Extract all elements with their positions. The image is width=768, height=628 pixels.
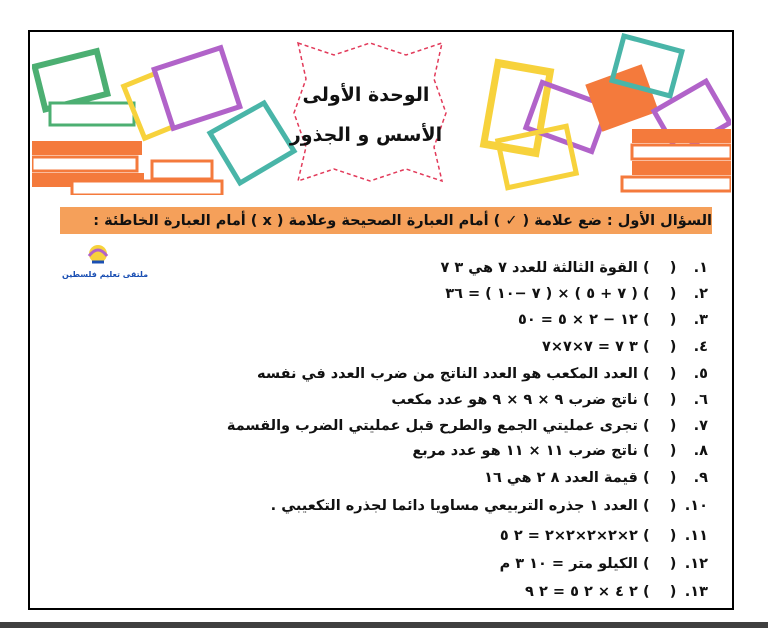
item-number: ٦. [693,392,708,408]
item-number: ١٣. [684,584,708,600]
item-number: ٤. [693,339,708,355]
item-text: القوة الثالثة للعدد ٧ هي ٣ ٧ [440,260,638,276]
item-number: ١٢. [684,556,708,572]
book-spine [632,161,731,175]
book-spine [622,177,731,191]
list-item [500,524,708,548]
item-number: ٨. [693,443,708,459]
answer-blank[interactable]: ( ) [642,470,677,486]
item-number: ١١. [684,528,708,544]
item-text: تجرى عمليتي الجمع والطرح قبل عمليتي الضرب والقسمة [226,418,638,434]
answer-blank[interactable]: ( ) [642,366,677,382]
book-purple [154,48,240,129]
unit-subtitle: الأسس و الجذور [289,124,443,146]
item-number: ١٠. [684,498,708,514]
book-spine [32,157,137,171]
item-number: ٩. [693,470,708,486]
window-bottom-bar [0,622,768,628]
item-text: العدد المكعب هو العدد الناتج من ضرب العدد في نفسه [257,366,638,382]
item-number: ٧. [693,418,708,434]
list-item [525,580,708,604]
book-spine [152,161,212,179]
item-text: ٢ ٤ × ٢ ٥ = ٢ ٩ [525,584,638,600]
answer-blank[interactable]: ( ) [642,443,677,459]
answer-blank[interactable]: ( ) [642,498,677,514]
list-item [257,362,708,386]
list-item [227,414,708,438]
list-item [484,466,708,490]
book-open [50,103,134,125]
unit-title: الوحدة الأولى [302,84,430,106]
list-item [542,335,708,359]
item-text: العدد ١ جذره التربيعي مساويا دائما لجذره التكعيبي . [270,498,638,514]
item-text: ناتج ضرب ١١ × ١١ هو عدد مربع [412,443,638,459]
answer-blank[interactable]: ( ) [642,312,677,328]
book-spine [32,141,142,155]
item-number: ٢. [693,286,708,302]
list-item [518,308,708,332]
item-text: ناتج ضرب ٩ × ٩ × ٩ هو عدد مكعب [391,392,638,408]
answer-blank[interactable]: ( ) [642,528,677,544]
list-item [391,388,708,412]
book-orange [585,64,658,132]
answer-blank[interactable]: ( ) [642,392,677,408]
answer-blank[interactable]: ( ) [642,418,677,434]
question-heading: السؤال الأول : ضع علامة ( ✓ ) أمام العبارة الصحيحة وعلامة ( x ) أمام العبارة الخاطئة : [93,213,712,229]
item-text: ١٢ − ٢ × ٥ = ٥٠ [518,312,638,328]
answer-blank[interactable]: ( ) [642,339,677,355]
answer-blank[interactable]: ( ) [642,260,677,276]
book-spine [632,129,731,143]
item-number: ٥. [693,366,708,382]
answer-blank[interactable]: ( ) [642,584,677,600]
item-text: الكيلو متر = ١٠ ٣ م [499,556,638,572]
item-text: قيمة العدد ٨ ٢ هي ١٦ [484,470,638,486]
item-number: ١. [693,260,708,276]
logo-caption: ملتقى تعليم فلسطين [62,270,149,279]
list-item [500,552,708,576]
answer-blank[interactable]: ( ) [642,556,677,572]
book-spine [632,145,731,159]
answer-blank[interactable]: ( ) [642,286,677,302]
list-item [412,439,708,463]
list-item [440,256,708,280]
item-text: ٢×٢×٢×٢×٢ = ٢ ٥ [499,528,638,544]
site-logo [62,240,149,282]
list-item [445,282,708,306]
item-number: ٣. [693,312,708,328]
item-text: ( ٧ + ٥ ) × ( ٧ −١٠ ) = ٣٦ [445,286,638,302]
list-item [271,494,708,518]
book-spine [72,181,222,195]
title-box [282,40,450,180]
logo-icon [62,240,134,270]
item-text: ٣ ٧ = ٧×٧×٧ [541,339,638,355]
